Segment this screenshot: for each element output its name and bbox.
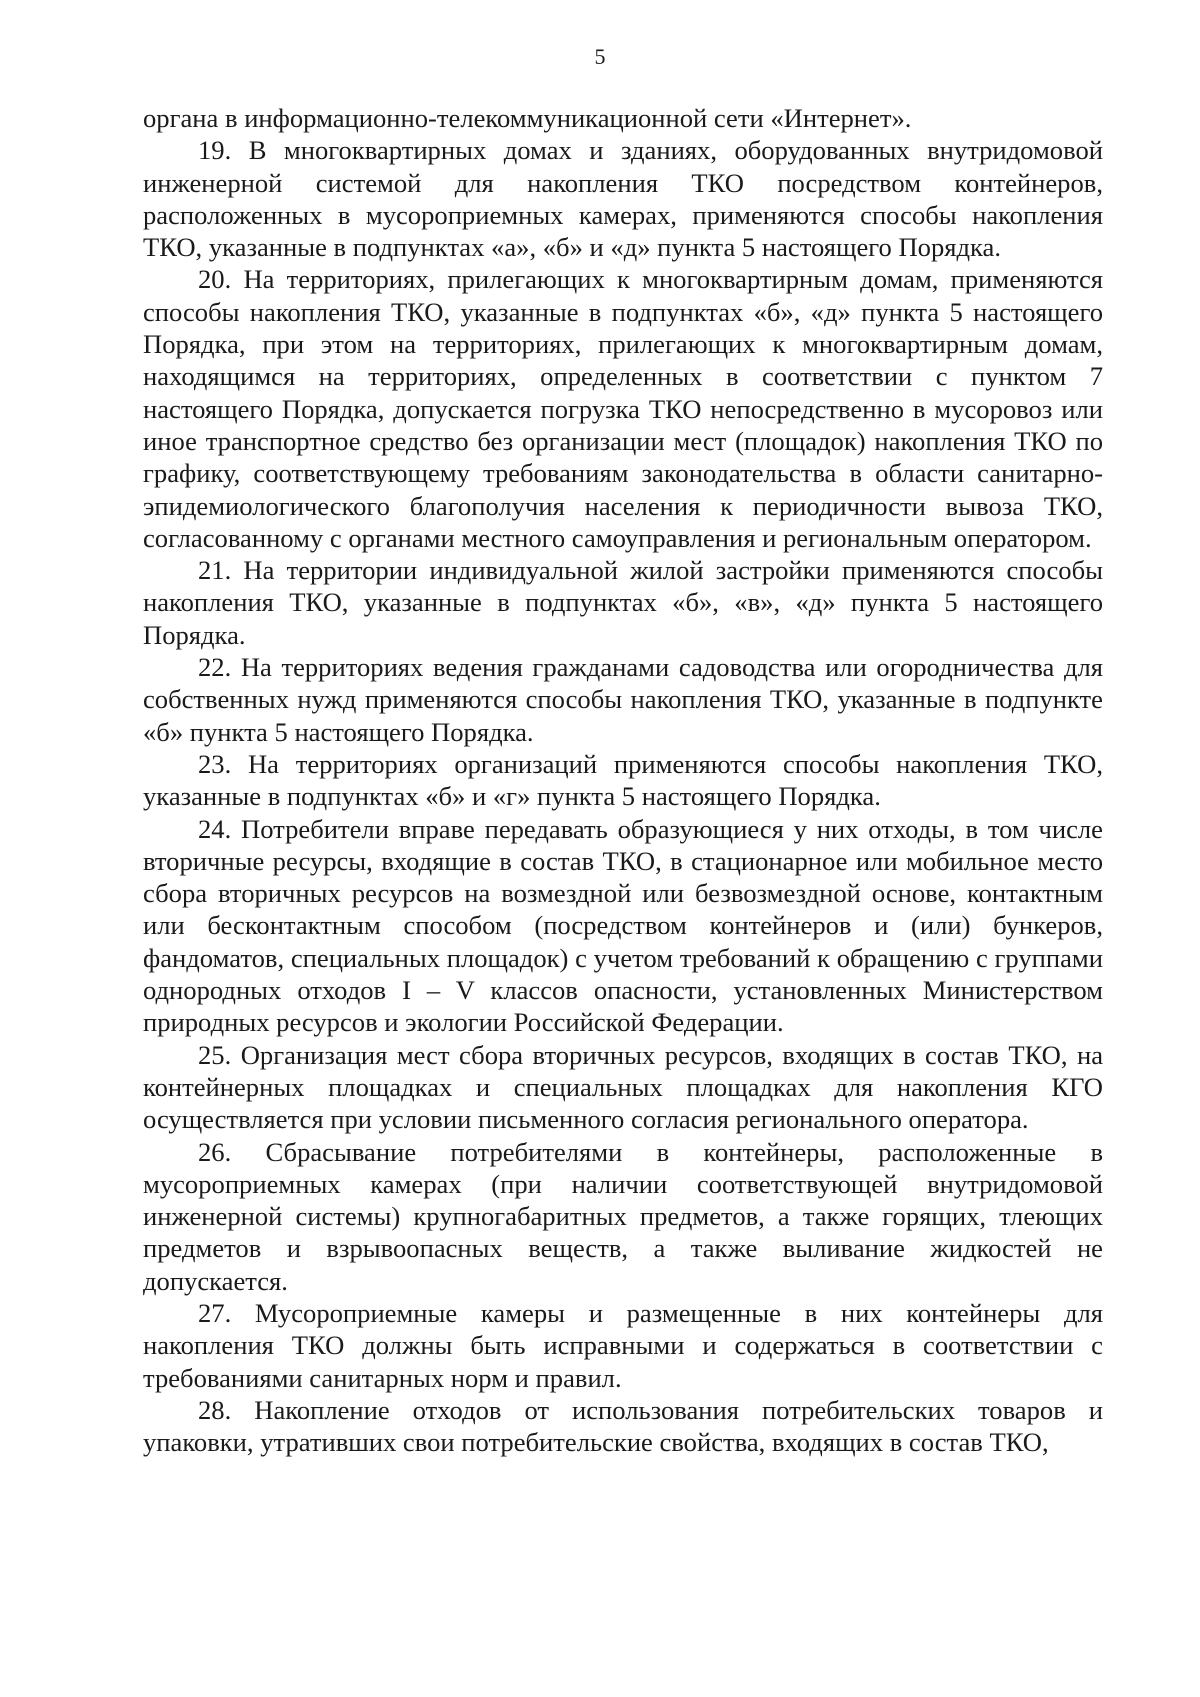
paragraph-21: 21. На территории индивидуальной жилой застройки применяются способы накопления ТКО, указанные в подпунктах «б», «в», «д» пункта 5 настоящего Порядка. [143,555,1103,650]
paragraph-25: 25. Организация мест сбора вторичных ресурсов, входящих в состав ТКО, на контейнерных площадках и специальных площадках для накопления КГО осуществляется при условии письменного согласия регионального оператора. [143,1039,1103,1135]
paragraph-20: 20. На территориях, прилегающих к многоквартирным домам, применяются способы накопления ТКО, указанные в подпунктах «б», «д» пункта 5 настоящего Порядка, при этом на территориях, прилегающих к многоквартирным домам, находящимся на территориях, определенных в соответствии с пунктом 7 настоящего Порядка, допускается погрузка ТКО непосредственно в мусоровоз или иное транспортное средство без организации мест (площадок) накопления ТКО по графику, соответствующему требованиям законодательства в области санитарно-эпидемиологического благополучия населения к периодичности вывоза ТКО, согласованному с органами местного самоуправления и региональным оператором. [143,264,1103,553]
paragraph-22: 22. На территориях ведения гражданами садоводства или огородничества для собственных нужд применяются способы накопления ТКО, указанные в подпункте «б» пункта 5 настоящего Порядка. [143,652,1103,747]
paragraph-27: 27. Мусороприемные камеры и размещенные в них контейнеры для накопления ТКО должны быть исправными и содержаться в соответствии с требованиями санитарных норм и правил. [143,1297,1103,1393]
paragraph-continuation: органа в информационно-телекоммуникационной сети «Интернет». [143,103,912,133]
paragraph-28: 28. Накопление отходов от использования потребительских товаров и упаковки, утративших свои потребительские свойства, входящих в состав ТКО, [143,1394,1103,1458]
paragraph-26: 26. Сбрасывание потребителями в контейнеры, расположенные в мусороприемных камерах (при наличии соответствующей внутридомовой инженерной системы) крупногабаритных предметов, а также горящих, тлеющих предметов и взрывоопасных веществ, а также выливание жидкостей не допускается. [143,1136,1103,1296]
document-body [143,102,1103,1458]
paragraph-19: 19. В многоквартирных домах и зданиях, оборудованных внутридомовой инженерной системой для накопления ТКО посредством контейнеров, расположенных в мусороприемных камерах, применяются способы накопления ТКО, указанные в подпунктах «а», «б» и «д» пункта 5 настоящего Порядка. [143,135,1103,263]
paragraph-24: 24. Потребители вправе передавать образующиеся у них отходы, в том числе вторичные ресурсы, входящие в состав ТКО, в стационарное или мобильное место сбора вторичных ресурсов на возмездной или безвозмездной основе, контактным или бесконтактным способом (посредством контейнеров и (или) бункеров, фандоматов, специальных площадок) с учетом требований к обращению с группами однородных отходов I – V классов опасности, установленных Министерством природных ресурсов и экологии Российской Федерации. [143,813,1103,1038]
paragraph-23: 23. На территориях организаций применяются способы накопления ТКО, указанные в подпунктах «б» и «г» пункта 5 настоящего Порядка. [143,748,1103,812]
page-number: 5 [594,44,606,69]
